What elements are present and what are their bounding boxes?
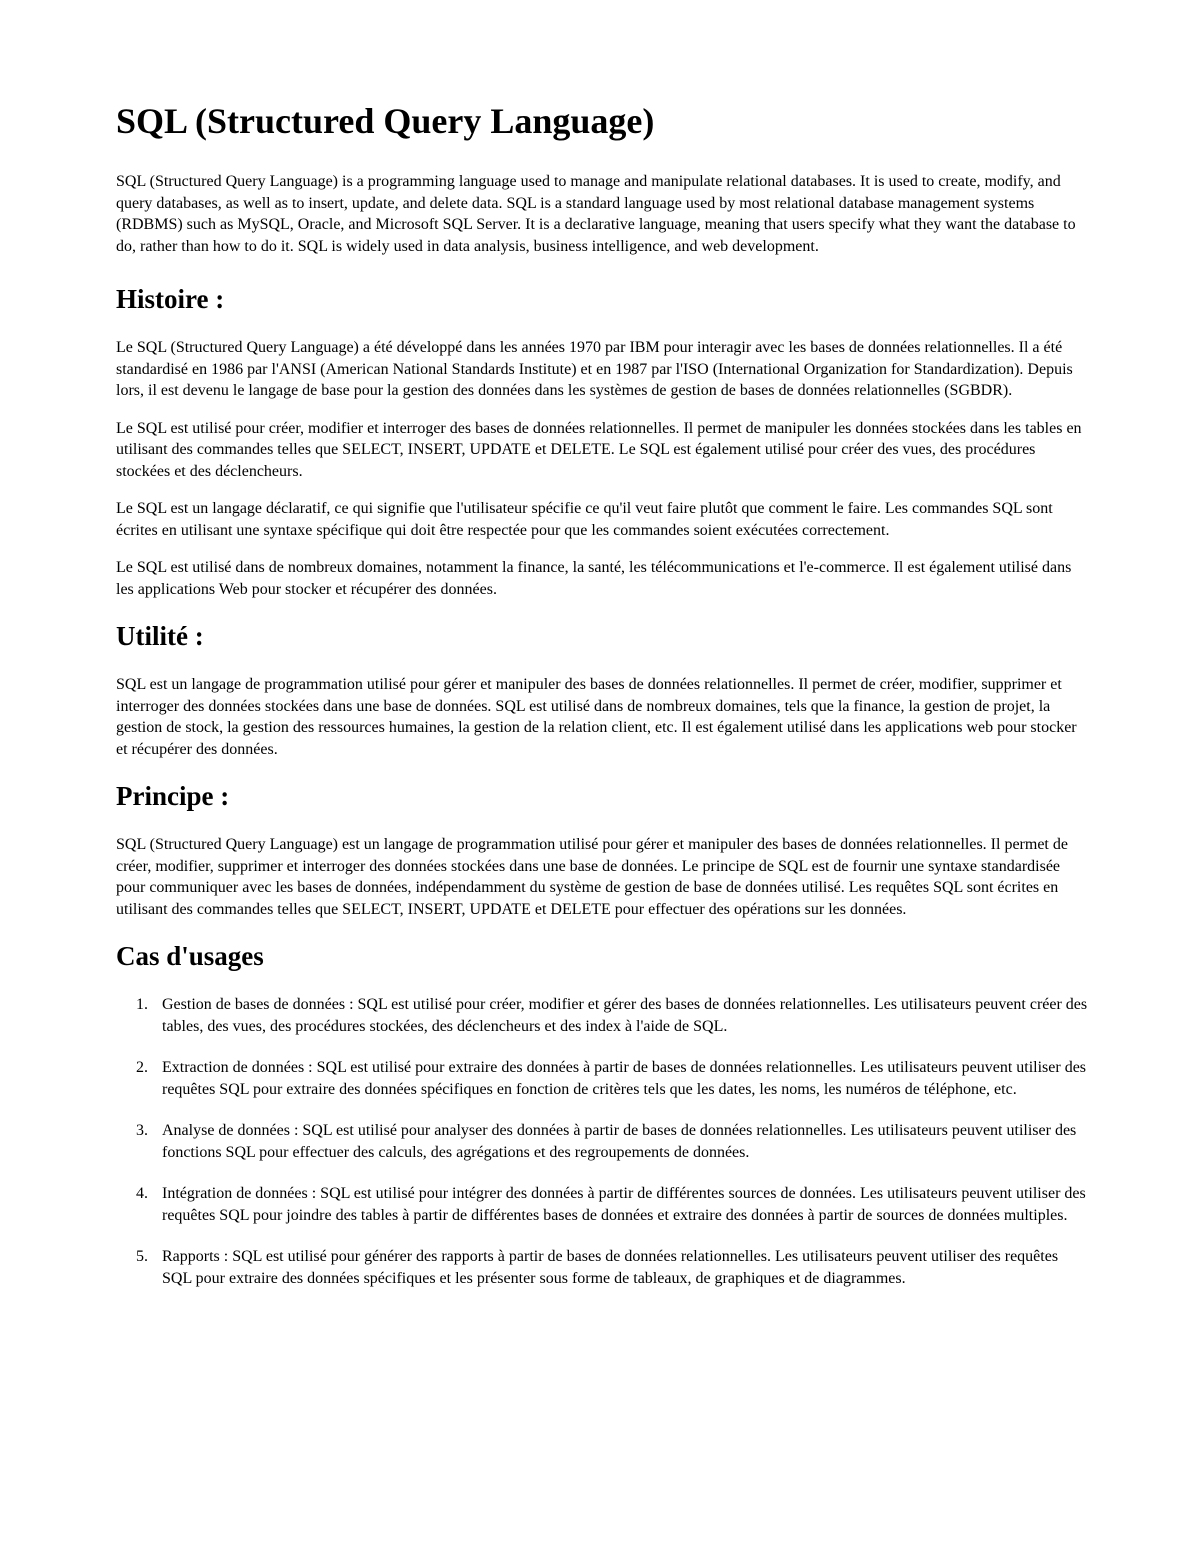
list-item xyxy=(116,1057,1091,1100)
list-item xyxy=(116,1183,1091,1226)
principe-paragraph: SQL (Structured Query Language) est un langage de programmation utilisé pour gérer et manipuler des bases de données relationnelles. Il permet de créer, modifier, supprimer et interroger des données stockées dans une base de données. Le principe de SQL est de fournir une syntaxe standardisée pour communiquer avec les bases de données, indépendamment du système de gestion de base de données utilisé. Les requêtes SQL sont écrites en utilisant des commandes telles que SELECT, INSERT, UPDATE et DELETE pour effectuer des opérations sur les données. xyxy=(116,836,1068,918)
section-heading-principe: Principe : xyxy=(116,781,230,811)
list-item-text: Gestion de bases de données : SQL est utilisé pour créer, modifier et gérer des bases de données relationnelles. Les utilisateurs peuvent créer des tables, des vues, des procédures stockées, des déclencheurs et des index à l'aide de SQL. xyxy=(162,996,1088,1035)
list-item-number: 5. xyxy=(136,1248,148,1265)
utilite-paragraph: SQL est un langage de programmation utilisé pour gérer et manipuler des bases de données relationnelles. Il permet de créer, modifier, supprimer et interroger des données stockées dans une base de données. SQL est utilisé dans de nombreux domaines, tels que la finance, la gestion de projet, la gestion de stock, la gestion des ressources humaines, la gestion de la relation client, etc. Il est également utilisé dans les applications web pour stocker et récupérer des données. xyxy=(116,676,1077,758)
intro-paragraph: SQL (Structured Query Language) is a programming language used to manage and manipulate relational databases. It is used to create, modify, and query databases, as well as to insert, update, and delete data. SQL is a standard language used by most relational database management systems (RDBMS) such as MySQL, Oracle, and Microsoft SQL Server. It is a declarative language, meaning that users specify what they want the database to do, rather than how to do it. SQL is widely used in data analysis, business intelligence, and web development. xyxy=(116,173,1076,255)
list-item-text: Intégration de données : SQL est utilisé pour intégrer des données à partir de différentes sources de données. Les utilisateurs peuvent utiliser des requêtes SQL pour joindre des tables à partir de différentes bases de données et extraire des données à partir de sources de données multiples. xyxy=(162,1185,1086,1224)
list-item-number: 2. xyxy=(136,1059,148,1076)
list-item xyxy=(116,1120,1091,1163)
list-item-text: Extraction de données : SQL est utilisé pour extraire des données à partir de bases de données relationnelles. Les utilisateurs peuvent utiliser des requêtes SQL pour extraire des données spécifiques en fonction de critères tels que les dates, les noms, les numéros de téléphone, etc. xyxy=(162,1059,1087,1098)
histoire-paragraph: Le SQL est utilisé dans de nombreux domaines, notamment la finance, la santé, les télécommunications et l'e-commerce. Il est également utilisé dans les applications Web pour stocker et récupérer des données. xyxy=(116,559,1072,598)
list-item-text: Rapports : SQL est utilisé pour générer des rapports à partir de bases de données relationnelles. Les utilisateurs peuvent utiliser des requêtes SQL pour extraire des données spécifiques et les présenter sous forme de tableaux, de graphiques et de diagrammes. xyxy=(162,1248,1059,1287)
section-heading-cas-usages: Cas d'usages xyxy=(116,941,264,971)
document-page xyxy=(116,100,1091,1309)
list-item xyxy=(116,1246,1091,1289)
list-item-number: 3. xyxy=(136,1122,148,1139)
list-item-number: 4. xyxy=(136,1185,148,1202)
document-title: SQL (Structured Query Language) xyxy=(116,101,655,141)
use-case-list xyxy=(116,994,1091,1289)
list-item-text: Analyse de données : SQL est utilisé pour analyser des données à partir de bases de données relationnelles. Les utilisateurs peuvent utiliser des fonctions SQL pour effectuer des calculs, des agrégations et des regroupements de données. xyxy=(162,1122,1077,1161)
histoire-paragraph: Le SQL est utilisé pour créer, modifier et interroger des bases de données relationnelles. Il permet de manipuler les données stockées dans les tables en utilisant des commandes telles que SELECT, INSERT, UPDATE et DELETE. Le SQL est également utilisé pour créer des vues, des procédures stockées et des déclencheurs. xyxy=(116,419,1082,480)
list-item-number: 1. xyxy=(136,996,148,1013)
histoire-paragraph: Le SQL (Structured Query Language) a été développé dans les années 1970 par IBM pour interagir avec les bases de données relationnelles. Il a été standardisé en 1986 par l'ANSI (American National Standards Institute) et en 1987 par l'ISO (International Organization for Standardization). Depuis lors, il est devenu le langage de base pour la gestion des données dans les systèmes de gestion de bases de données relationnelles (SGBDR). xyxy=(116,339,1073,399)
section-heading-histoire: Histoire : xyxy=(116,284,225,314)
histoire-paragraph: Le SQL est un langage déclaratif, ce qui signifie que l'utilisateur spécifie ce qu'il veut faire plutôt que comment le faire. Les commandes SQL sont écrites en utilisant une syntaxe spécifique qui doit être respectée pour que les commandes soient exécutées correctement. xyxy=(116,500,1053,539)
section-heading-utilite: Utilité : xyxy=(116,621,204,651)
list-item xyxy=(116,994,1091,1037)
